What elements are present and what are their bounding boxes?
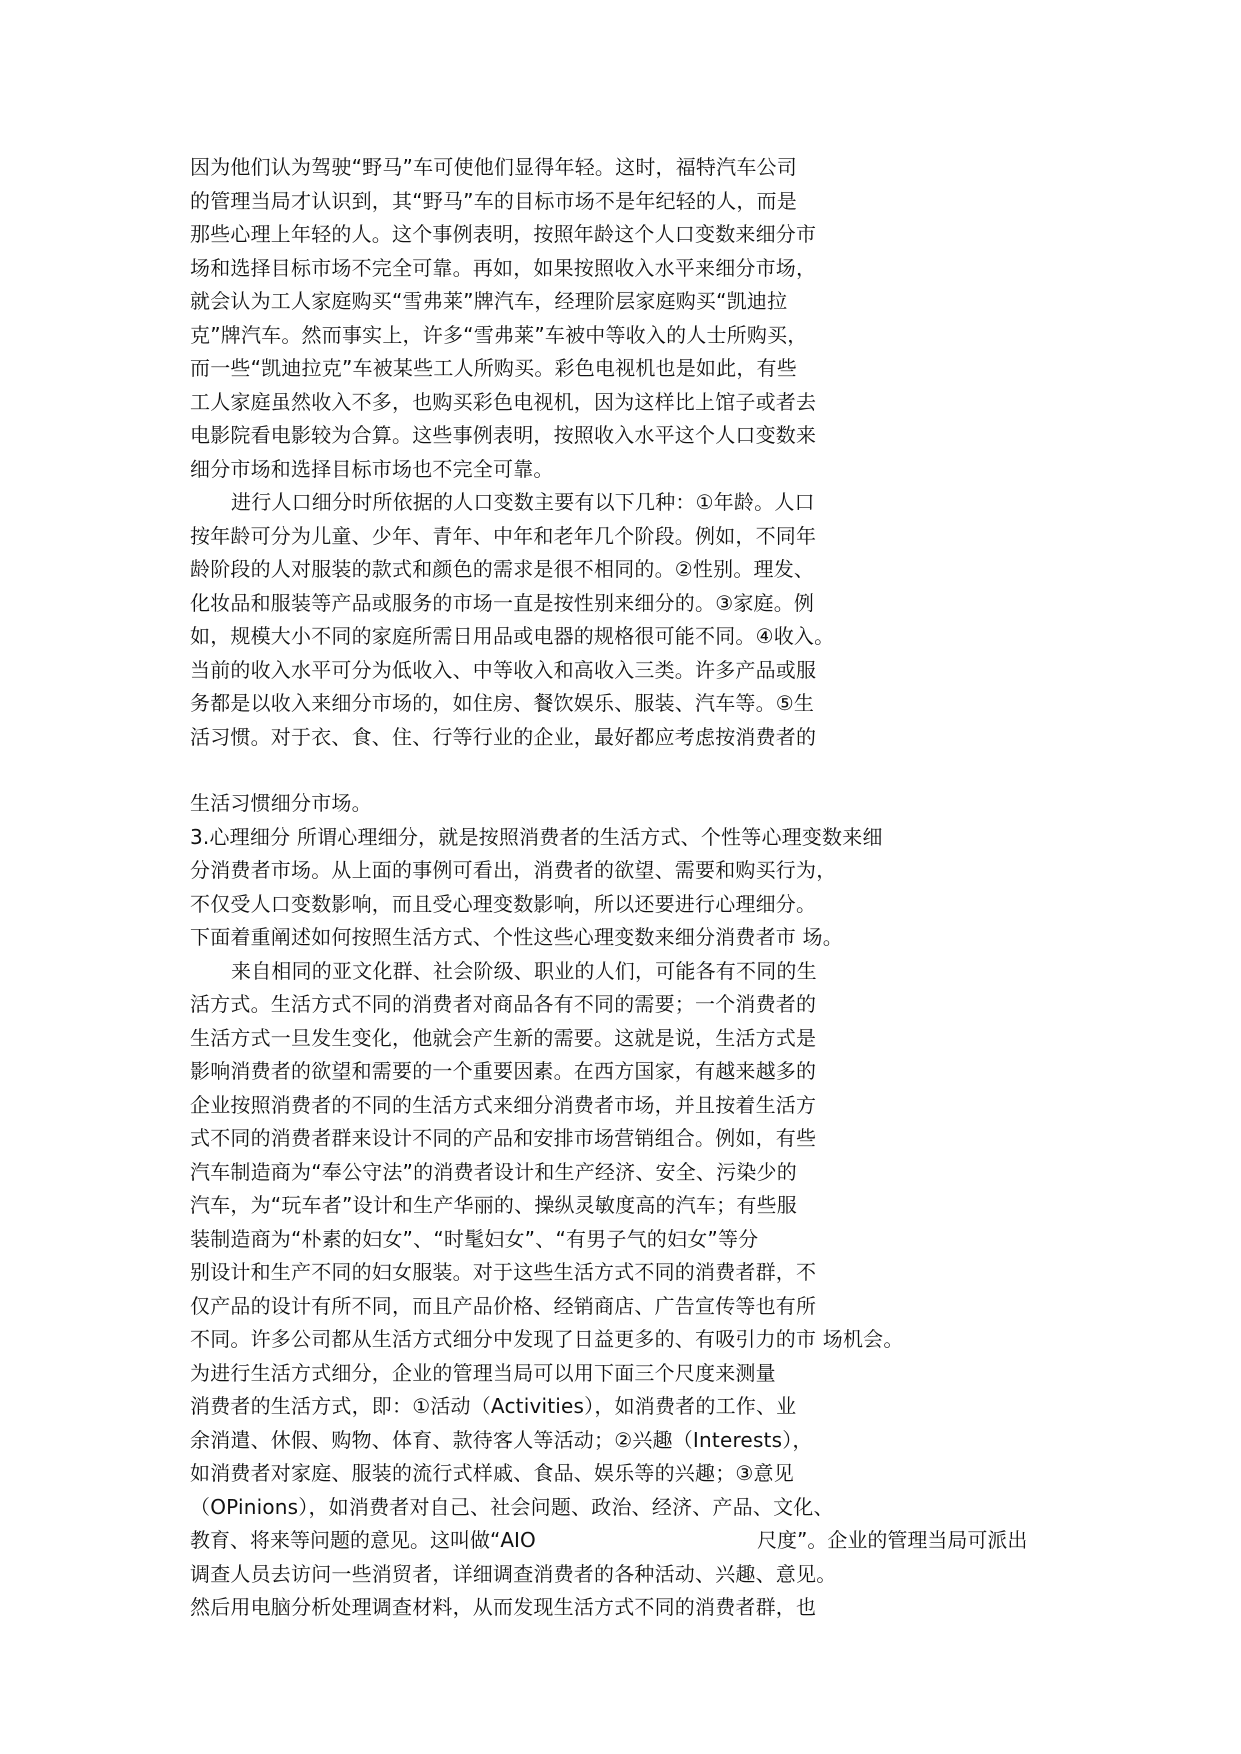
section-heading-line: 3.心理细分 所谓心理细分，就是按照消费者的生活方式、个性等心理变数来细 [190,824,883,849]
paragraph-start-line: 进行人口细分时所依据的人口变数主要有以下几种：①年龄。人口 [231,490,815,514]
text-line: 因为他们认为驾驶“野马”车可使他们显得年轻。这时，福特汽车公司 [190,155,797,179]
text-line: 而一些“凯迪拉克”车被某些工人所购买。彩色电视机也是如此，有些 [190,356,797,380]
text-line: 生活方式一旦发生变化，他就会产生新的需要。这就是说，生活方式是 [190,1025,817,1050]
text-line: 别设计和生产不同的妇女服装。对于这些生活方式不同的消费者群，不 [190,1260,817,1284]
text-line: 如，规模大小不同的家庭所需日用品或电器的规格很可能不同。④收入。 [190,624,835,648]
text-line: 如消费者对家庭、服装的流行式样戚、食品、娱乐等的兴趣；③意见 [190,1461,794,1485]
text-line: （OPinions），如消费者对自己、社会问题、政治、经济、产品、文化、 [190,1494,834,1519]
text-line: 装制造商为“朴素的妇女”、“时髦妇女”、“有男子气的妇女”等分 [190,1226,759,1251]
text-line: 工人家庭虽然收入不多，也购买彩色电视机，因为这样比上馆子或者去 [190,389,817,414]
text-line: 克”牌汽车。然而事实上，许多“雪弗莱”车被中等收入的人士所购买， [190,322,808,347]
paragraph-start-line: 来自相同的亚文化群、社会阶级、职业的人们，可能各有不同的生 [231,958,817,983]
text-line: 影响消费者的欲望和需要的一个重要因素。在西方国家，有越来越多的 [190,1059,817,1083]
text-line: 那些心理上年轻的人。这个事例表明，按照年龄这个人口变数来细分市 [190,222,817,246]
text-line: 消费者的生活方式，即：①活动（Activities），如消费者的工作、业 [190,1394,797,1418]
text-line: 调查人员去访问一些消贸者，详细调查消费者的各种活动、兴趣、意见。 [190,1561,837,1586]
text-line: 化妆品和服装等产品或服务的市场一直是按性别来细分的。③家庭。例 [190,590,815,615]
text-line: 汽车，为“玩车者”设计和生产华丽的、操纵灵敏度高的汽车；有些服 [190,1193,797,1217]
text-line: 仅产品的设计有所不同，而且产品价格、经销商店、广告宣传等也有所 [190,1293,817,1318]
text-line: 场和选择目标市场不完全可靠。再如，如果按照收入水平来细分市场， [190,255,817,280]
text-line: 细分市场和选择目标市场也不完全可靠。 [190,456,554,481]
text-line: 汽车制造商为“奉公守法”的消费者设计和生产经济、安全、污染少的 [190,1159,797,1184]
text-line: 就会认为工人家庭购买“雪弗莱”牌汽车，经理阶层家庭购买“凯迪拉 [190,289,788,313]
text-line: 的管理当局才认识到，其“野马”车的目标市场不是年纪轻的人，而是 [190,188,797,213]
text-line: 分消费者市场。从上面的事例可看出，消费者的欲望、需要和购买行为， [190,858,837,882]
aio-line [190,1524,1150,1558]
text-line: 企业按照消费者的不同的生活方式来细分消费者市场，并且按着生活方 [190,1092,817,1117]
aio-line-right: 尺度”。企业的管理当局可派出 [757,1528,1028,1552]
text-line: 活方式。生活方式不同的消费者对商品各有不同的需要；一个消费者的 [190,992,817,1016]
text-line: 余消遣、休假、购物、体育、款待客人等活动；②兴趣（Interests）， [190,1427,813,1452]
text-line: 生活习惯细分市场。 [190,791,372,815]
body-text [190,151,1150,1625]
text-line: 按年龄可分为儿童、少年、青年、中年和老年几个阶段。例如，不同年 [190,523,817,548]
text-line: 活习惯。对于衣、食、住、行等行业的企业，最好都应考虑按消费者的 [190,724,817,749]
text-line: 然后用电脑分析处理调查材料，从而发现生活方式不同的消费者群，也 [190,1595,817,1619]
text-line: 电影院看电影较为合算。这些事例表明，按照收入水平这个人口变数来 [190,423,817,447]
text-line: 为进行生活方式细分，企业的管理当局可以用下面三个尺度来测量 [190,1360,776,1385]
text-line: 当前的收入水平可分为低收入、中等收入和高收入三类。许多产品或服 [190,657,817,682]
text-line: 不仅受人口变数影响，而且受心理变数影响，所以还要进行心理细分。 [190,891,817,916]
text-line: 式不同的消费者群来设计不同的产品和安排市场营销组合。例如，有些 [190,1126,817,1150]
text-line: 不同。许多公司都从生活方式细分中发现了日益更多的、有吸引力的市 场机会。 [190,1327,904,1351]
text-line: 龄阶段的人对服装的款式和颜色的需求是很不相同的。②性别。理发、 [190,557,815,581]
aio-line-left: 教育、将来等问题的意见。这叫做“AIO [190,1528,536,1552]
text-line: 务都是以收入来细分市场的，如住房、餐饮娱乐、服装、汽车等。⑤生 [190,691,815,715]
text-line: 下面着重阐述如何按照生活方式、个性这些心理变数来细分消费者市 场。 [190,925,843,949]
